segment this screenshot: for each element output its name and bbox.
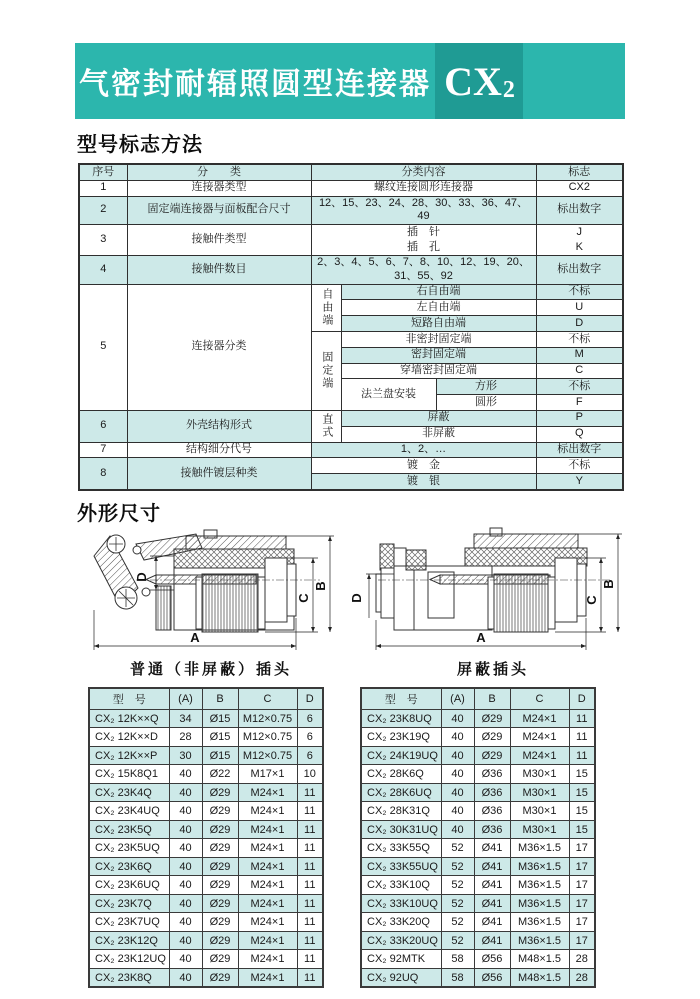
- dim-c-cell: M24×1: [238, 894, 297, 913]
- ct-r2-num: 2: [79, 196, 127, 225]
- dim-c-cell: M24×1: [238, 968, 297, 987]
- ct-r5-square: 方形: [436, 379, 536, 395]
- model-cell: CX₂ 23K19Q: [361, 728, 441, 747]
- dim-d-cell: 11: [569, 709, 595, 728]
- table-row: [361, 894, 595, 913]
- dim-a-cell: 40: [169, 876, 202, 895]
- dim-label-c: C: [296, 593, 311, 603]
- ct-r7-mark: 标出数字: [536, 442, 623, 458]
- model-cell: CX₂ 12K××P: [89, 746, 169, 765]
- dim-c-cell: M24×1: [238, 950, 297, 969]
- table-row: [89, 746, 323, 765]
- col-model: 型 号: [89, 688, 169, 710]
- dim-b-cell: Ø29: [202, 802, 238, 821]
- ct-header-row: [79, 164, 623, 180]
- ct-r3-num: 3: [79, 225, 127, 256]
- dim-d-cell: 11: [569, 746, 595, 765]
- section-heading-model-marking: 型号标志方法: [77, 134, 203, 156]
- ct-r4-mark: 标出数字: [536, 256, 623, 285]
- model-cell: CX₂ 12K××Q: [89, 709, 169, 728]
- dim-c-cell: M17×1: [238, 765, 297, 784]
- dim-d-cell: 6: [297, 728, 323, 747]
- dim-label-a: A: [476, 629, 486, 645]
- dim-c-cell: M48×1.5: [510, 968, 569, 987]
- product-code-subscript: 2: [502, 76, 515, 103]
- model-cell: CX₂ 23K12Q: [89, 931, 169, 950]
- dim-a-cell: 52: [441, 913, 474, 932]
- header-band: [75, 43, 625, 119]
- model-cell: CX₂ 23K8Q: [89, 968, 169, 987]
- dim-d-cell: 11: [297, 894, 323, 913]
- dim-c-cell: M24×1: [510, 728, 569, 747]
- dim-c-cell: M24×1: [238, 783, 297, 802]
- ct-r5-round: 圆形: [436, 395, 536, 411]
- ct-r5-unsealed: 非密封固定端: [341, 331, 536, 347]
- dim-label-c: C: [584, 595, 599, 605]
- dim-a-cell: 40: [169, 765, 202, 784]
- ct-r5-left-free-mark: U: [536, 300, 623, 316]
- ct-col-index: 序号: [79, 164, 127, 180]
- dim-d-cell: 15: [569, 765, 595, 784]
- dim-b-cell: Ø36: [474, 820, 510, 839]
- dim-d-cell: 28: [569, 968, 595, 987]
- dim-d-cell: 17: [569, 839, 595, 858]
- ct-r4-content: 2、3、4、5、6、7、8、10、12、19、20、31、55、92: [311, 256, 536, 285]
- dim-b-cell: Ø36: [474, 783, 510, 802]
- drawing-shielded-plug: [349, 528, 622, 679]
- dim-d-cell: 6: [297, 746, 323, 765]
- dim-b-cell: Ø29: [202, 931, 238, 950]
- caption-shielded-plug: 屏蔽插头: [456, 660, 529, 678]
- model-cell: CX₂ 24K19UQ: [361, 746, 441, 765]
- dim-b-cell: Ø29: [202, 968, 238, 987]
- table-row: [361, 709, 595, 728]
- table-row: [89, 968, 323, 987]
- ct-r3-cat: 接触件类型: [127, 225, 311, 256]
- ct-r5-short-free: 短路自由端: [341, 316, 536, 332]
- dimension-drawings: [82, 528, 622, 679]
- dim-a-cell: 52: [441, 876, 474, 895]
- model-cell: CX₂ 23K7UQ: [89, 913, 169, 932]
- ct-r6-num: 6: [79, 410, 127, 442]
- ct-r8-cat: 接触件镀层种类: [127, 458, 311, 490]
- model-cell: CX₂ 23K6UQ: [89, 876, 169, 895]
- ct-r2-cat: 固定端连接器与面板配合尺寸: [127, 196, 311, 225]
- dim-a-cell: 40: [169, 931, 202, 950]
- dim-d-cell: 11: [569, 728, 595, 747]
- dim-a-cell: 40: [441, 765, 474, 784]
- table-row: [89, 728, 323, 747]
- table-row: [361, 728, 595, 747]
- product-code-badge: [435, 43, 523, 119]
- dim-d-cell: 6: [297, 709, 323, 728]
- ct-r2-content: 12、15、23、24、28、30、33、36、47、49: [311, 196, 536, 225]
- col-c: C: [238, 688, 297, 710]
- dim-label-b: B: [313, 581, 328, 591]
- dim-a-cell: 52: [441, 894, 474, 913]
- table-row: [89, 894, 323, 913]
- dim-c-cell: M36×1.5: [510, 857, 569, 876]
- table-row: [361, 950, 595, 969]
- ct-row-7: [79, 442, 623, 458]
- model-cell: CX₂ 23K12UQ: [89, 950, 169, 969]
- ct-r5-flange-label: 法兰盘安装: [341, 379, 436, 411]
- dim-d-cell: 11: [297, 968, 323, 987]
- dim-b-cell: Ø41: [474, 857, 510, 876]
- drawing-unshielded-plug: [82, 528, 340, 679]
- dim-a-cell: 52: [441, 857, 474, 876]
- ct-r5-left-free: 左自由端: [341, 300, 536, 316]
- model-cell: CX₂ 92UQ: [361, 968, 441, 987]
- table-row: [361, 746, 595, 765]
- ct-r5-round-mark: F: [536, 395, 623, 411]
- dim-c-cell: M24×1: [238, 802, 297, 821]
- col-d: D: [569, 688, 595, 710]
- dim-a-cell: 40: [169, 857, 202, 876]
- col-b: B: [202, 688, 238, 710]
- table-row: [89, 950, 323, 969]
- ct-r4-num: 4: [79, 256, 127, 285]
- dim-c-cell: M24×1: [238, 820, 297, 839]
- dim-a-cell: 40: [441, 783, 474, 802]
- table-row: [89, 876, 323, 895]
- dim-a-cell: 40: [441, 820, 474, 839]
- table-row: [89, 783, 323, 802]
- table-row: [361, 968, 595, 987]
- dim-d-cell: 17: [569, 876, 595, 895]
- dim-b-cell: Ø15: [202, 709, 238, 728]
- dim-a-cell: 40: [441, 746, 474, 765]
- dim-c-cell: M24×1: [510, 746, 569, 765]
- ct-r6-cat: 外壳结构形式: [127, 410, 311, 442]
- dim-d-cell: 15: [569, 802, 595, 821]
- dim-c-cell: M48×1.5: [510, 950, 569, 969]
- datasheet-page: [0, 43, 700, 999]
- model-cell: CX₂ 28K6UQ: [361, 783, 441, 802]
- dim-a-cell: 40: [169, 913, 202, 932]
- ct-r3-mark-pin: J: [576, 226, 583, 239]
- table-row: [361, 839, 595, 858]
- dim-b-cell: Ø41: [474, 931, 510, 950]
- dim-d-cell: 11: [297, 802, 323, 821]
- model-cell: CX₂ 28K31Q: [361, 802, 441, 821]
- ct-r1-content: 螺纹连接圆形连接器: [311, 180, 536, 196]
- table-row: [361, 876, 595, 895]
- table-row: [361, 931, 595, 950]
- table-row: [361, 783, 595, 802]
- ct-r8-silver-mark: Y: [536, 474, 623, 490]
- page-title: 气密封耐辐照圆型连接器: [79, 68, 431, 101]
- ct-col-mark: 标志: [536, 164, 623, 180]
- dim-c-cell: M24×1: [238, 839, 297, 858]
- dim-a-cell: 40: [169, 894, 202, 913]
- dim-b-cell: Ø41: [474, 839, 510, 858]
- connector-drawing-unshielded: [82, 528, 340, 656]
- dim-c-cell: M30×1: [510, 765, 569, 784]
- model-cell: CX₂ 12K××D: [89, 728, 169, 747]
- table-row: [89, 709, 323, 728]
- model-cell: CX₂ 23K7Q: [89, 894, 169, 913]
- ct-r6-straight-label: 直式: [311, 410, 341, 442]
- classification-table: [78, 163, 624, 491]
- dim-label-a: A: [190, 629, 200, 645]
- table-row: [89, 820, 323, 839]
- table-row: [361, 802, 595, 821]
- dim-c-cell: M24×1: [238, 857, 297, 876]
- dim-b-cell: Ø36: [474, 802, 510, 821]
- dim-b-cell: Ø36: [474, 765, 510, 784]
- dim-a-cell: 40: [441, 728, 474, 747]
- dim-c-cell: M24×1: [238, 876, 297, 895]
- dim-a-cell: 58: [441, 968, 474, 987]
- dim-b-cell: Ø22: [202, 765, 238, 784]
- ct-r6-unshielded: 非屏蔽: [341, 426, 536, 442]
- dim-a-cell: 52: [441, 931, 474, 950]
- model-cell: CX₂ 33K20UQ: [361, 931, 441, 950]
- ct-r5-wall-mark: C: [536, 363, 623, 379]
- ct-r5-fixed-end-label: 固定端: [311, 331, 341, 410]
- col-d: D: [297, 688, 323, 710]
- ct-r5-sealed-mark: M: [536, 347, 623, 363]
- col-c: C: [510, 688, 569, 710]
- dim-d-cell: 10: [297, 765, 323, 784]
- dim-b-cell: Ø15: [202, 746, 238, 765]
- model-cell: CX₂ 23K5UQ: [89, 839, 169, 858]
- plug-table-header-row: [89, 688, 323, 710]
- dim-d-cell: 17: [569, 931, 595, 950]
- dim-d-cell: 17: [569, 913, 595, 932]
- dim-b-cell: Ø56: [474, 968, 510, 987]
- table-row: [89, 839, 323, 858]
- dim-d-cell: 17: [569, 894, 595, 913]
- table-row: [89, 931, 323, 950]
- col-b: B: [474, 688, 510, 710]
- dim-b-cell: Ø29: [202, 913, 238, 932]
- dim-d-cell: 28: [569, 950, 595, 969]
- dim-d-cell: 11: [297, 950, 323, 969]
- ct-r8-silver: 镀 银: [311, 474, 536, 490]
- col-a: (A): [441, 688, 474, 710]
- ct-r3-mark: [536, 225, 623, 256]
- model-cell: CX₂ 92MTK: [361, 950, 441, 969]
- dim-d-cell: 11: [297, 820, 323, 839]
- dim-d-cell: 17: [569, 857, 595, 876]
- dim-d-cell: 11: [297, 931, 323, 950]
- ct-r7-num: 7: [79, 442, 127, 458]
- product-code-main: CX: [444, 58, 502, 104]
- plug-spec-tables: [88, 687, 700, 989]
- model-cell: CX₂ 23K4UQ: [89, 802, 169, 821]
- model-cell: CX₂ 33K10UQ: [361, 894, 441, 913]
- dim-b-cell: Ø56: [474, 950, 510, 969]
- caption-unshielded-plug: 普通（非屏蔽）插头: [129, 660, 292, 678]
- model-cell: CX₂ 33K10Q: [361, 876, 441, 895]
- ct-r3-content-pin: 插 针: [407, 226, 440, 239]
- model-cell: CX₂ 33K55UQ: [361, 857, 441, 876]
- dim-c-cell: M12×0.75: [238, 728, 297, 747]
- table-row: [89, 913, 323, 932]
- ct-row-6a: [79, 410, 623, 426]
- ct-row-4: [79, 256, 623, 285]
- dim-b-cell: Ø41: [474, 913, 510, 932]
- model-cell: CX₂ 23K4Q: [89, 783, 169, 802]
- ct-r4-cat: 接触件数目: [127, 256, 311, 285]
- dim-c-cell: M36×1.5: [510, 894, 569, 913]
- dim-a-cell: 52: [441, 839, 474, 858]
- dim-label-d: D: [349, 593, 364, 603]
- ct-r7-content: 1、2、…: [311, 442, 536, 458]
- dim-label-d: D: [134, 572, 149, 582]
- table-row: [89, 857, 323, 876]
- shielded-plug-table: [360, 687, 596, 989]
- dim-d-cell: 11: [297, 839, 323, 858]
- ct-r5-wall: 穿墙密封固定端: [341, 363, 536, 379]
- dim-b-cell: Ø29: [202, 783, 238, 802]
- dim-d-cell: 11: [297, 783, 323, 802]
- ct-r2-mark: 标出数字: [536, 196, 623, 225]
- col-model: 型 号: [361, 688, 441, 710]
- dim-c-cell: M24×1: [238, 913, 297, 932]
- dim-b-cell: Ø29: [202, 950, 238, 969]
- dim-c-cell: M12×0.75: [238, 746, 297, 765]
- unshielded-plug-table: [88, 687, 324, 989]
- ct-r6-unshielded-mark: Q: [536, 426, 623, 442]
- model-cell: CX₂ 23K6Q: [89, 857, 169, 876]
- dim-b-cell: Ø29: [474, 728, 510, 747]
- dim-d-cell: 11: [297, 857, 323, 876]
- col-a: (A): [169, 688, 202, 710]
- dim-c-cell: M24×1: [238, 931, 297, 950]
- ct-r3-content-socket: 插 孔: [407, 241, 440, 254]
- ct-r7-cat: 结构细分代号: [127, 442, 311, 458]
- dim-b-cell: Ø41: [474, 894, 510, 913]
- dim-a-cell: 40: [169, 802, 202, 821]
- dim-b-cell: Ø29: [202, 876, 238, 895]
- dim-d-cell: 11: [297, 913, 323, 932]
- ct-r1-mark: CX2: [536, 180, 623, 196]
- dim-a-cell: 40: [169, 968, 202, 987]
- model-cell: CX₂ 33K55Q: [361, 839, 441, 858]
- dim-c-cell: M36×1.5: [510, 876, 569, 895]
- table-row: [361, 765, 595, 784]
- dim-b-cell: Ø29: [202, 839, 238, 858]
- ct-r5-short-free-mark: D: [536, 316, 623, 332]
- dim-a-cell: 34: [169, 709, 202, 728]
- dim-c-cell: M12×0.75: [238, 709, 297, 728]
- dim-b-cell: Ø15: [202, 728, 238, 747]
- ct-r3-mark-socket: K: [575, 241, 583, 254]
- dim-d-cell: 15: [569, 820, 595, 839]
- model-cell: CX₂ 30K31UQ: [361, 820, 441, 839]
- dim-c-cell: M24×1: [510, 709, 569, 728]
- ct-row-1: [79, 180, 623, 196]
- ct-r5-sealed: 密封固定端: [341, 347, 536, 363]
- dim-a-cell: 40: [169, 820, 202, 839]
- ct-r5-right-free: 右自由端: [341, 284, 536, 300]
- ct-r6-shielded-mark: P: [536, 410, 623, 426]
- table-row: [361, 913, 595, 932]
- dim-b-cell: Ø29: [202, 820, 238, 839]
- dim-c-cell: M30×1: [510, 783, 569, 802]
- table-row: [361, 857, 595, 876]
- ct-r1-num: 1: [79, 180, 127, 196]
- model-cell: CX₂ 15K8Q1: [89, 765, 169, 784]
- dim-c-cell: M36×1.5: [510, 913, 569, 932]
- model-cell: CX₂ 33K20Q: [361, 913, 441, 932]
- ct-col-content: 分类内容: [311, 164, 536, 180]
- dim-b-cell: Ø29: [202, 894, 238, 913]
- ct-r3-content: [311, 225, 536, 256]
- ct-r1-cat: 连接器类型: [127, 180, 311, 196]
- section-heading-dimensions: 外形尺寸: [77, 502, 161, 525]
- ct-r5-num: 5: [79, 284, 127, 410]
- dim-label-b: B: [601, 579, 616, 589]
- dim-a-cell: 28: [169, 728, 202, 747]
- connector-drawing-shielded: [349, 528, 622, 656]
- header-band-tail: [523, 43, 625, 119]
- table-row: [89, 765, 323, 784]
- ct-r5-free-end-label: 自由端: [311, 284, 341, 331]
- dim-c-cell: M36×1.5: [510, 839, 569, 858]
- dim-a-cell: 30: [169, 746, 202, 765]
- table-row: [89, 802, 323, 821]
- dim-a-cell: 40: [169, 950, 202, 969]
- dim-a-cell: 40: [441, 802, 474, 821]
- dim-b-cell: Ø29: [202, 857, 238, 876]
- model-cell: CX₂ 28K6Q: [361, 765, 441, 784]
- ct-col-category: 分 类: [127, 164, 311, 180]
- dim-b-cell: Ø29: [474, 709, 510, 728]
- dim-b-cell: Ø29: [474, 746, 510, 765]
- dim-a-cell: 40: [441, 709, 474, 728]
- dim-a-cell: 58: [441, 950, 474, 969]
- dim-c-cell: M36×1.5: [510, 931, 569, 950]
- dim-d-cell: 11: [297, 876, 323, 895]
- ct-r5-unsealed-mark: 不标: [536, 331, 623, 347]
- dim-a-cell: 40: [169, 839, 202, 858]
- ct-row-3: [79, 225, 623, 256]
- ct-r5-square-mark: 不标: [536, 379, 623, 395]
- ct-row-8a: [79, 458, 623, 474]
- model-cell: CX₂ 23K5Q: [89, 820, 169, 839]
- ct-r8-gold: 镀 金: [311, 458, 536, 474]
- plug-table-header-row: [361, 688, 595, 710]
- table-row: [361, 820, 595, 839]
- ct-r6-shielded: 屏蔽: [341, 410, 536, 426]
- ct-row-5a: [79, 284, 623, 300]
- dim-b-cell: Ø41: [474, 876, 510, 895]
- dim-c-cell: M30×1: [510, 802, 569, 821]
- dim-a-cell: 40: [169, 783, 202, 802]
- ct-r8-num: 8: [79, 458, 127, 490]
- ct-r5-right-free-mark: 不标: [536, 284, 623, 300]
- ct-row-2: [79, 196, 623, 225]
- ct-r5-cat: 连接器分类: [127, 284, 311, 410]
- dim-c-cell: M30×1: [510, 820, 569, 839]
- model-cell: CX₂ 23K8UQ: [361, 709, 441, 728]
- dim-d-cell: 15: [569, 783, 595, 802]
- ct-r8-gold-mark: 不标: [536, 458, 623, 474]
